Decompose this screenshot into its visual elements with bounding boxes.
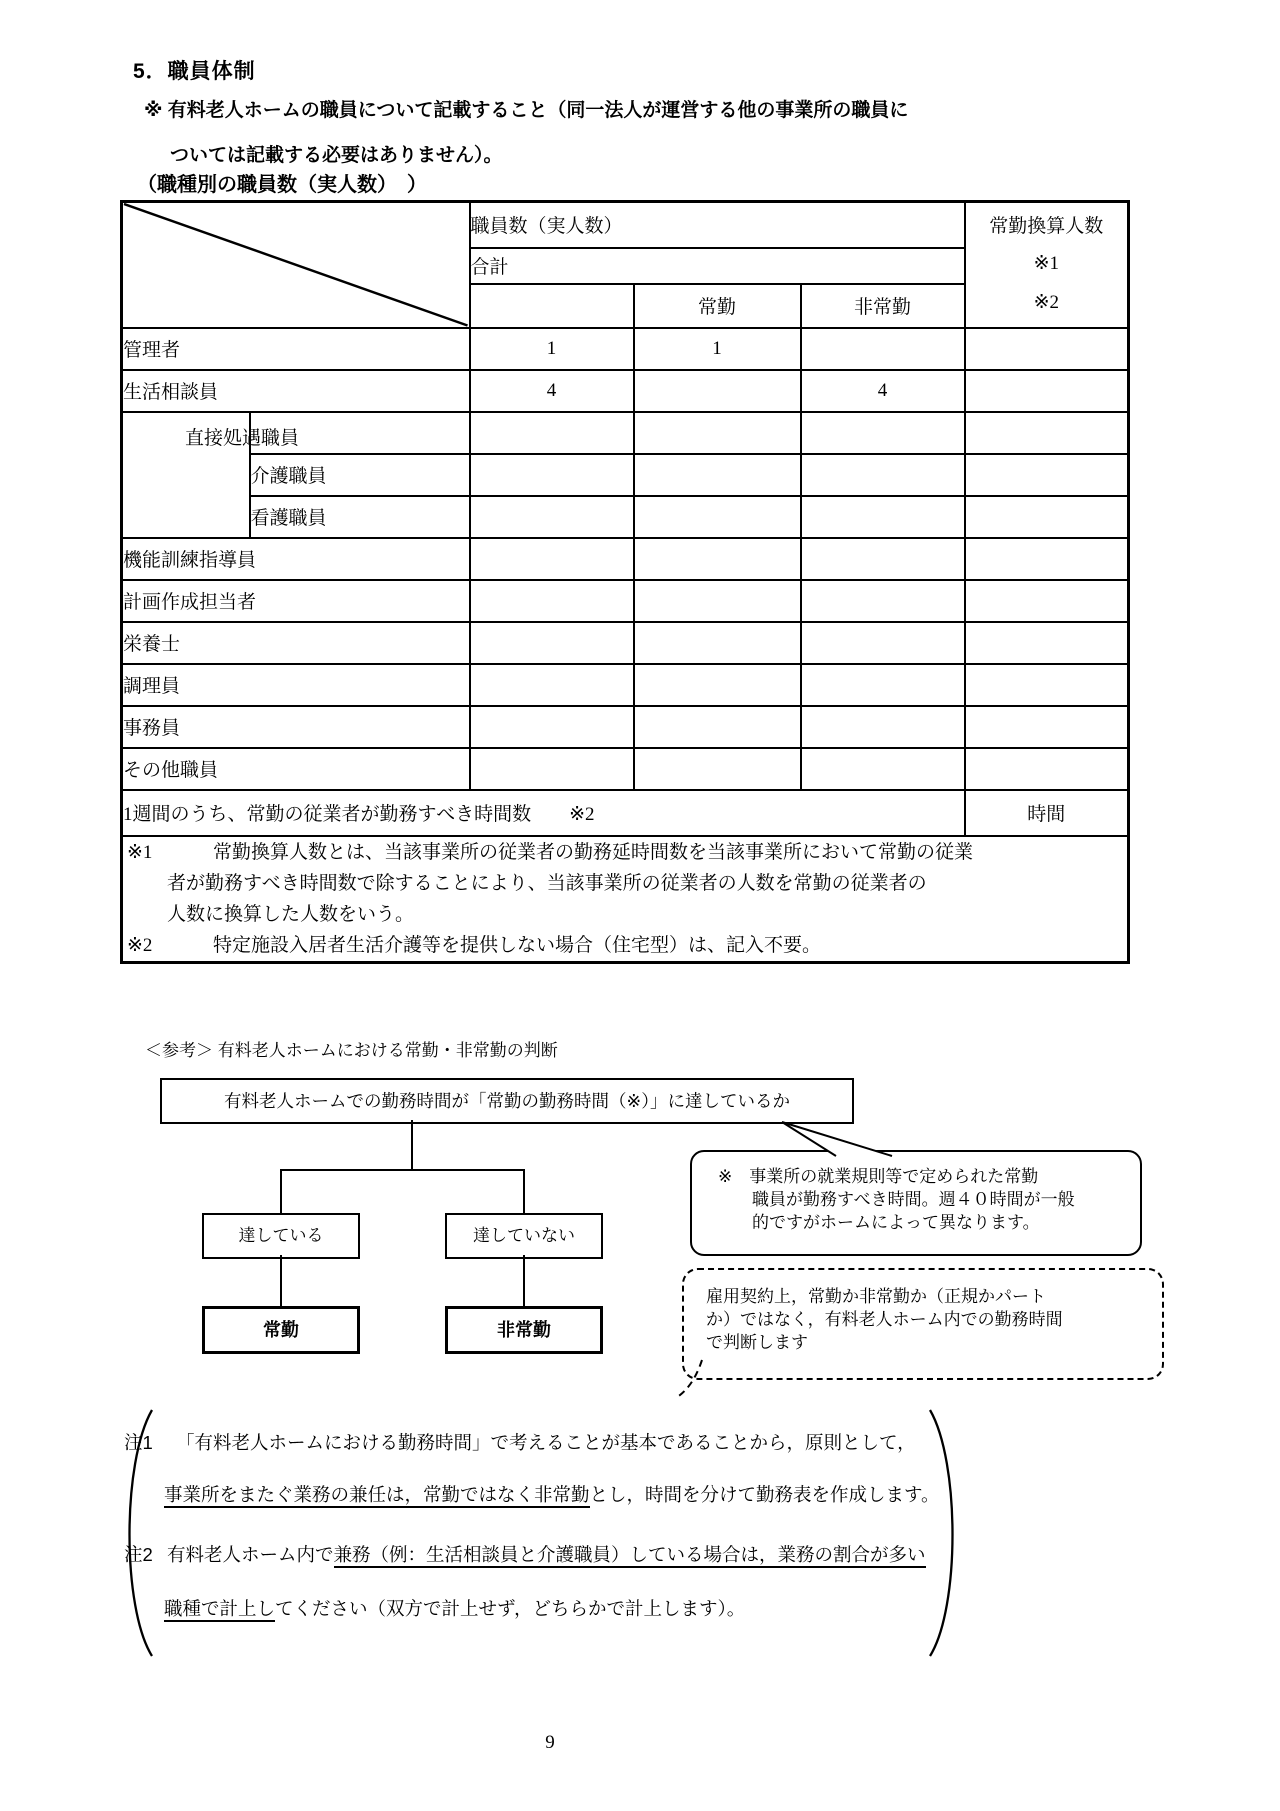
table-row-indented <box>122 454 1129 496</box>
row-label-sub: 介護職員 <box>250 454 470 496</box>
callout2-line2: か）ではなく，有料老人ホーム内での勤務時間 <box>706 1310 1063 1329</box>
footnote-1-line3: 人数に換算した人数をいう。 <box>167 903 415 925</box>
footnote-1-line1: ※1 常勤換算人数とは、当該事業所の従業者の勤務延時間数を当該事業所において常勤の従業 <box>123 837 1127 868</box>
cell-fulltime <box>634 748 801 790</box>
table-row <box>122 748 1129 790</box>
cell-fte <box>965 370 1129 412</box>
page-title: 5．職員体制 <box>133 60 256 83</box>
cell-parttime <box>801 538 965 580</box>
header-total: 合計 <box>470 248 965 284</box>
cell-fulltime <box>634 412 801 454</box>
header-fte-title: 常勤換算人数 <box>989 216 1104 238</box>
footnote-2-label: ※2 <box>127 934 153 956</box>
weekly-hours-row <box>122 790 1129 836</box>
header-fulltime: 常勤 <box>634 284 801 328</box>
row-label-group: 直接処遇職員 <box>185 427 300 449</box>
cell-total <box>470 748 634 790</box>
cell-total <box>470 664 634 706</box>
table-row <box>122 622 1129 664</box>
flow-result-fulltime-box: 常勤 <box>202 1306 360 1354</box>
cell-total: 4 <box>470 370 634 412</box>
row-label: 調理員 <box>122 664 470 706</box>
cell-fulltime <box>634 370 801 412</box>
cell-parttime <box>801 328 965 370</box>
heading-note-line2: ついては記載する必要はありません）。 <box>170 145 503 166</box>
row-label: その他職員 <box>122 748 470 790</box>
flow-question-box: 有料老人ホームでの勤務時間が「常勤の勤務時間（※）」に達しているか <box>160 1078 854 1124</box>
footnote-1-line2: 者が勤務すべき時間数で除することにより、当該事業所の従業者の人数を常勤の従業者の <box>167 872 927 894</box>
cell-fte <box>965 496 1129 538</box>
callout2-line3: で判断します <box>706 1333 808 1352</box>
cell-total <box>470 580 634 622</box>
cell-total <box>470 706 634 748</box>
note-1-label: 注1 <box>124 1432 153 1453</box>
weekly-hours-ref: ※2 <box>569 804 595 825</box>
table-row <box>122 538 1129 580</box>
cell-total <box>470 622 634 664</box>
table-row <box>122 370 1129 412</box>
cell-parttime: 4 <box>801 370 965 412</box>
cell-fte <box>965 748 1129 790</box>
cell-parttime <box>801 706 965 748</box>
header-fte-ref2: ※2 <box>1033 292 1059 314</box>
table-row <box>122 580 1129 622</box>
cell-parttime <box>801 580 965 622</box>
note-1-line1: 注1 「有料老人ホームにおける勤務時間」で考えることが基本であることから，原則として， <box>124 1429 916 1455</box>
employment-contract-callout <box>682 1268 1164 1380</box>
cell-fulltime <box>634 454 801 496</box>
cell-parttime <box>801 412 965 454</box>
diagonal-line <box>123 203 469 327</box>
footnote-2: ※2 特定施設入居者生活介護等を提供しない場合（住宅型）は、記入不要。 <box>123 930 1127 961</box>
heading-note-line1: ※ 有料老人ホームの職員について記載すること（同一法人が運営する他の事業所の職員に <box>144 100 909 121</box>
reference-heading: ＜参考＞ 有料老人ホームにおける常勤・非常勤の判断 <box>145 1041 558 1060</box>
row-label: 管理者 <box>122 328 470 370</box>
flow-branch-yes-box: 達している <box>202 1213 360 1259</box>
row-label: 事務員 <box>122 706 470 748</box>
flow-result-parttime-box: 非常勤 <box>445 1306 603 1354</box>
row-label: 機能訓練指導員 <box>122 538 470 580</box>
cell-total <box>470 412 634 454</box>
callout1-line2: 職員が勤務すべき時間。週４０時間が一般 <box>752 1190 1075 1209</box>
table-row <box>122 328 1129 370</box>
cell-parttime <box>801 496 965 538</box>
cell-fte <box>965 538 1129 580</box>
cell-parttime <box>801 454 965 496</box>
note-2-label: 注2 <box>124 1544 153 1565</box>
row-label: 生活相談員 <box>122 370 470 412</box>
cell-fulltime <box>634 622 801 664</box>
right-bracket <box>930 1410 953 1656</box>
callout2-line1: 雇用契約上，常勤か非常勤か（正規かパート <box>706 1287 1046 1306</box>
callout1-line3: 的ですがホームによって異なります。 <box>752 1213 1040 1232</box>
cell-fulltime <box>634 496 801 538</box>
cell-fulltime <box>634 580 801 622</box>
corner-diagonal-cell <box>122 202 470 328</box>
cell-parttime <box>801 664 965 706</box>
table-footnotes <box>122 836 1129 963</box>
cell-parttime <box>801 622 965 664</box>
cell-fte <box>965 580 1129 622</box>
cell-total <box>470 454 634 496</box>
note-1-line2: 事業所をまたぐ業務の兼任は，常勤ではなく非常勤とし，時間を分けて勤務表を作成します。 <box>164 1481 940 1507</box>
cell-fulltime <box>634 538 801 580</box>
table-row <box>122 706 1129 748</box>
table-row-indented <box>122 496 1129 538</box>
row-label: 栄養士 <box>122 622 470 664</box>
cell-total <box>470 496 634 538</box>
cell-fulltime <box>634 706 801 748</box>
flow-branch-no-box: 達していない <box>445 1213 603 1259</box>
note-2-line2: 職種で計上してください（双方で計上せず，どちらかで計上します）。 <box>164 1595 745 1621</box>
header-fte <box>965 202 1129 328</box>
note-2-line1: 注2 有料老人ホーム内で兼務（例：生活相談員と介護職員）している場合は，業務の割合が多い <box>124 1541 926 1567</box>
cell-total <box>470 538 634 580</box>
page-number: 9 <box>545 1732 555 1753</box>
cell-fte <box>965 328 1129 370</box>
header-parttime: 非常勤 <box>801 284 965 328</box>
header-total-extension <box>470 284 634 328</box>
fulltime-hours-callout <box>690 1150 1142 1256</box>
cell-fulltime <box>634 664 801 706</box>
row-label-sub: 看護職員 <box>250 496 470 538</box>
callout1-line1: ※ 事業所の就業規則等で定められた常勤 <box>718 1167 1039 1186</box>
cell-fulltime: 1 <box>634 328 801 370</box>
cell-total: 1 <box>470 328 634 370</box>
cell-fte <box>965 664 1129 706</box>
table-header-row-1 <box>122 202 1129 248</box>
header-count-title: 職員数（実人数） <box>470 202 965 248</box>
table-row <box>122 412 1129 454</box>
weekly-hours-label-cell <box>122 790 965 836</box>
table-row <box>122 664 1129 706</box>
staff-count-table <box>120 200 1130 964</box>
cell-fte <box>965 454 1129 496</box>
footnote-1-label: ※1 <box>127 841 153 863</box>
cell-fte <box>965 412 1129 454</box>
cell-fte <box>965 706 1129 748</box>
row-label: 計画作成担当者 <box>122 580 470 622</box>
header-fte-ref1: ※1 <box>1033 253 1059 275</box>
table-footnotes-row <box>122 836 1129 963</box>
weekly-hours-label: 1週間のうち、常勤の従業者が勤務すべき時間数 <box>123 804 532 825</box>
cell-parttime <box>801 748 965 790</box>
weekly-hours-unit: 時間 <box>965 790 1129 836</box>
cell-fte <box>965 622 1129 664</box>
table-caption: （職種別の職員数（実人数） ） <box>137 174 427 196</box>
